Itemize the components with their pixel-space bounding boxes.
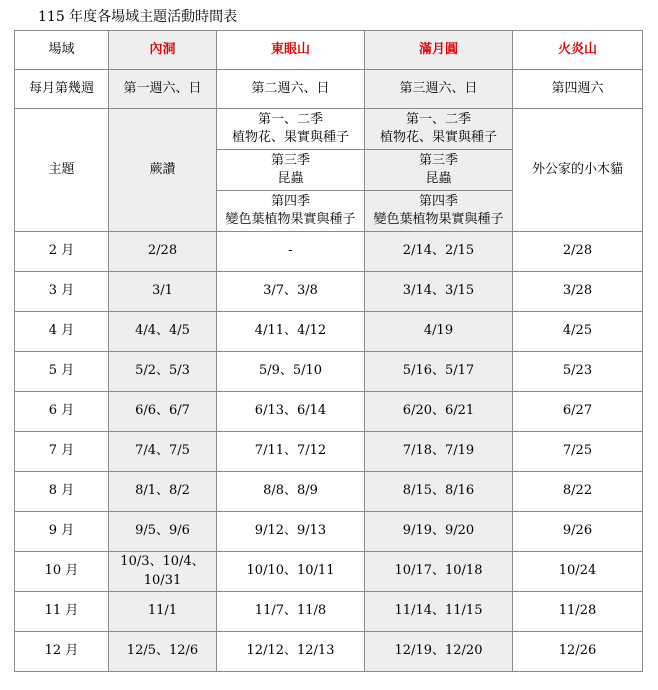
table-row (15, 432, 643, 472)
date-cell-dongyanshan: 8/8、8/9 (217, 472, 365, 512)
topic-dongyanshan-q4 (217, 191, 365, 232)
date-cell-manyueyuan: 12/19、12/20 (365, 632, 513, 672)
topic-dongyanshan-q3 (217, 150, 365, 191)
date-cell-dongyanshan: 12/12、12/13 (217, 632, 365, 672)
month-cell: 7 月 (15, 432, 109, 472)
date-cell-neidong: 12/5、12/6 (109, 632, 217, 672)
date-cell-dongyanshan: 3/7、3/8 (217, 272, 365, 312)
month-cell: 9 月 (15, 512, 109, 552)
table-row (15, 232, 643, 272)
date-cell-manyueyuan: 7/18、7/19 (365, 432, 513, 472)
table-row (15, 472, 643, 512)
season-topic: 昆蟲 (425, 171, 452, 186)
date-cell-huoyanshan: 4/25 (513, 312, 643, 352)
date-cell-manyueyuan: 9/19、9/20 (365, 512, 513, 552)
table-row (15, 352, 643, 392)
table-row (15, 312, 643, 352)
date-cell-manyueyuan: 2/14、2/15 (365, 232, 513, 272)
month-cell: 2 月 (15, 232, 109, 272)
table-row (15, 272, 643, 312)
topic-label-cell: 主題 (15, 109, 109, 232)
week-label-cell: 每月第幾週 (15, 70, 109, 109)
venue-header-row (15, 31, 643, 70)
date-cell-huoyanshan: 2/28 (513, 232, 643, 272)
season-label: 第四季 (270, 193, 310, 209)
date-cell-dongyanshan: 10/10、10/11 (217, 552, 365, 592)
topic-manyueyuan-q3 (365, 150, 513, 191)
season-topic: 變色葉植物果實與種子 (225, 212, 356, 227)
season-topic: 變色葉植物果實與種子 (373, 212, 504, 227)
date-cell-neidong: 3/1 (109, 272, 217, 312)
date-cell-neidong: 2/28 (109, 232, 217, 272)
date-cell-dongyanshan: 5/9、5/10 (217, 352, 365, 392)
date-cell-huoyanshan: 5/23 (513, 352, 643, 392)
date-cell-huoyanshan: 12/26 (513, 632, 643, 672)
date-cell-manyueyuan: 11/14、11/15 (365, 592, 513, 632)
season-topic: 昆蟲 (277, 171, 304, 186)
season-label: 第三季 (418, 152, 458, 168)
table-row (15, 592, 643, 632)
date-cell-neidong: 7/4、7/5 (109, 432, 217, 472)
topic-manyueyuan-q12 (365, 109, 513, 150)
document-title: 115 年度各場域主題活動時間表 (38, 9, 238, 25)
venue-manyueyuan: 滿月圓 (365, 31, 513, 70)
date-cell-dongyanshan: 7/11、7/12 (217, 432, 365, 472)
month-cell: 8 月 (15, 472, 109, 512)
season-label: 第四季 (418, 193, 458, 209)
week-neidong: 第一週六、日 (109, 70, 217, 109)
month-cell: 6 月 (15, 392, 109, 432)
date-cell-manyueyuan: 10/17、10/18 (365, 552, 513, 592)
date-cell-neidong: 10/3、10/4、10/31 (109, 552, 217, 592)
table-row (15, 632, 643, 672)
date-cell-dongyanshan: 4/11、4/12 (217, 312, 365, 352)
month-cell: 10 月 (15, 552, 109, 592)
date-cell-manyueyuan: 6/20、6/21 (365, 392, 513, 432)
date-cell-huoyanshan: 9/26 (513, 512, 643, 552)
date-cell-dongyanshan: - (217, 232, 365, 272)
month-cell: 3 月 (15, 272, 109, 312)
topic-row (15, 109, 643, 150)
month-cell: 11 月 (15, 592, 109, 632)
date-cell-manyueyuan: 4/19 (365, 312, 513, 352)
season-topic: 植物花、果實與種子 (379, 130, 497, 145)
date-cell-neidong: 9/5、9/6 (109, 512, 217, 552)
date-cell-manyueyuan: 8/15、8/16 (365, 472, 513, 512)
table-row (15, 392, 643, 432)
date-cell-huoyanshan: 11/28 (513, 592, 643, 632)
date-cell-neidong: 8/1、8/2 (109, 472, 217, 512)
date-cell-dongyanshan: 9/12、9/13 (217, 512, 365, 552)
date-cell-neidong: 6/6、6/7 (109, 392, 217, 432)
venue-label-cell: 場域 (15, 31, 109, 70)
month-cell: 12 月 (15, 632, 109, 672)
date-cell-dongyanshan: 6/13、6/14 (217, 392, 365, 432)
venue-neidong: 內洞 (109, 31, 217, 70)
season-label: 第一、二季 (257, 111, 323, 127)
month-cell: 4 月 (15, 312, 109, 352)
venue-dongyanshan: 東眼山 (217, 31, 365, 70)
date-cell-manyueyuan: 3/14、3/15 (365, 272, 513, 312)
topic-manyueyuan-q4 (365, 191, 513, 232)
date-cell-huoyanshan: 6/27 (513, 392, 643, 432)
date-cell-huoyanshan: 10/24 (513, 552, 643, 592)
week-header-row (15, 70, 643, 109)
schedule-table (14, 30, 643, 672)
topic-huoyanshan: 外公家的小木貓 (513, 109, 643, 232)
date-cell-manyueyuan: 5/16、5/17 (365, 352, 513, 392)
topic-neidong: 蕨讚 (109, 109, 217, 232)
season-topic: 植物花、果實與種子 (231, 130, 349, 145)
week-manyueyuan: 第三週六、日 (365, 70, 513, 109)
date-cell-huoyanshan: 7/25 (513, 432, 643, 472)
season-label: 第三季 (270, 152, 310, 168)
date-cell-neidong: 4/4、4/5 (109, 312, 217, 352)
date-cell-huoyanshan: 3/28 (513, 272, 643, 312)
week-huoyanshan: 第四週六 (513, 70, 643, 109)
date-cell-huoyanshan: 8/22 (513, 472, 643, 512)
table-row (15, 552, 643, 592)
topic-dongyanshan-q12 (217, 109, 365, 150)
season-label: 第一、二季 (405, 111, 471, 127)
date-cell-neidong: 5/2、5/3 (109, 352, 217, 392)
date-cell-neidong: 11/1 (109, 592, 217, 632)
date-cell-dongyanshan: 11/7、11/8 (217, 592, 365, 632)
week-dongyanshan: 第二週六、日 (217, 70, 365, 109)
month-cell: 5 月 (15, 352, 109, 392)
venue-huoyanshan: 火炎山 (513, 31, 643, 70)
table-row (15, 512, 643, 552)
